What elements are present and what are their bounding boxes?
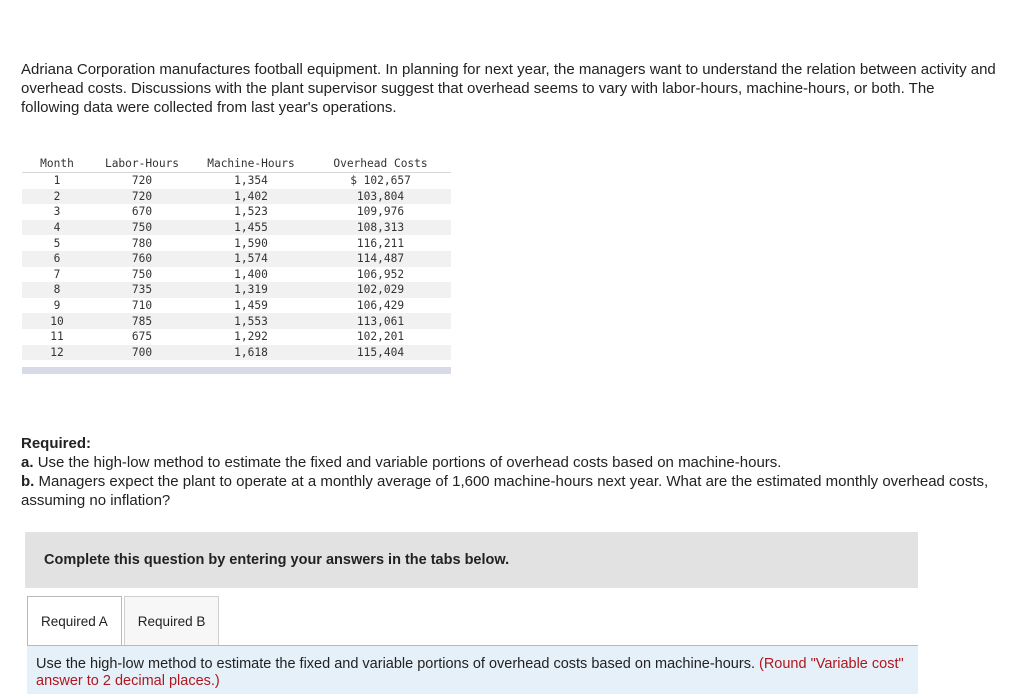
cell-labor-hours: 760 — [92, 251, 192, 267]
required-section — [21, 434, 996, 510]
cell-machine-hours: 1,455 — [192, 220, 310, 236]
table-row — [22, 235, 451, 251]
table-row — [22, 298, 451, 314]
table-row — [22, 267, 451, 283]
cell-machine-hours: 1,523 — [234, 205, 268, 219]
table-header-row — [22, 155, 451, 173]
cell-month: 5 — [53, 236, 61, 250]
answer-tabs — [27, 596, 221, 646]
cell-machine-hours: 1,292 — [234, 330, 268, 344]
required-a — [21, 453, 996, 472]
cell-machine-hours: 1,574 — [192, 251, 310, 267]
header-machine-hours: Machine-Hours — [192, 155, 310, 173]
cell-overhead-costs: 103,804 — [310, 189, 451, 205]
cell-machine-hours: 1,590 — [234, 236, 268, 250]
tab-panel-required-a — [27, 646, 918, 694]
cell-labor-hours: 670 — [131, 205, 153, 219]
tab-required-b-label: Required B — [137, 613, 206, 629]
cell-labor-hours: 720 — [131, 174, 153, 188]
cell-overhead-costs: 115,404 — [310, 345, 451, 361]
header-labor-hours: Labor-Hours — [92, 155, 192, 173]
instruction-banner — [25, 532, 918, 588]
cell-labor-hours: 780 — [131, 236, 153, 250]
cell-overhead-costs: 108,313 — [310, 220, 451, 236]
cell-overhead-costs: 116,211 — [356, 236, 405, 250]
required-b-label: b. — [21, 473, 35, 490]
cell-overhead-costs: 106,429 — [356, 299, 405, 313]
table-row — [22, 189, 451, 205]
cell-overhead-costs: 113,061 — [310, 313, 451, 329]
cell-machine-hours: 1,618 — [192, 345, 310, 361]
cell-month: 8 — [22, 282, 92, 298]
cell-month: 9 — [53, 299, 61, 313]
cell-machine-hours: 1,459 — [234, 299, 268, 313]
cell-overhead-costs: 109,976 — [356, 205, 405, 219]
cell-machine-hours: 1,400 — [234, 267, 268, 281]
instruction-text: Complete this question by entering your answers in the tabs below. — [44, 552, 510, 568]
required-a-label: a. — [21, 454, 34, 471]
table-row — [22, 204, 451, 220]
cell-labor-hours: 750 — [131, 267, 153, 281]
table-row — [22, 282, 451, 298]
header-month: Month — [22, 155, 92, 173]
cell-month: 7 — [53, 267, 61, 281]
table-row — [22, 329, 451, 345]
cell-month: 12 — [22, 345, 92, 361]
cell-overhead-costs: 102,029 — [310, 282, 451, 298]
problem-intro: Adriana Corporation manufactures football equipment. In planning for next year, the managers want to understand the relation between activity and overhead costs. Discussions with the plant supervisor suggest that overhead seems to vary with labor-hours, machine-hours, or both. The following data were collected from last year's operations. — [21, 61, 996, 116]
cell-overhead-costs: 114,487 — [310, 251, 451, 267]
cell-month: 11 — [50, 330, 64, 344]
header-overhead-costs: Overhead Costs — [310, 155, 451, 173]
cell-month: 1 — [53, 174, 61, 188]
panel-instruction-text: Use the high-low method to estimate the fixed and variable portions of overhead costs based on machine-hours. — [36, 656, 755, 672]
required-b — [21, 472, 996, 510]
cell-labor-hours: 700 — [92, 345, 192, 361]
panel-rounding-note: (Round "Variable cost" answer to 2 decimal places.) — [36, 656, 904, 689]
cell-month: 10 — [22, 313, 92, 329]
cell-labor-hours: 785 — [92, 313, 192, 329]
cell-labor-hours: 750 — [92, 220, 192, 236]
table-row — [22, 251, 451, 267]
cell-overhead-costs: $ 102,657 — [350, 174, 411, 188]
table-row — [22, 220, 451, 236]
required-heading: Required: — [21, 435, 92, 452]
cell-machine-hours: 1,319 — [192, 282, 310, 298]
cell-month: 4 — [22, 220, 92, 236]
tab-required-b[interactable] — [124, 596, 220, 646]
table-row — [22, 345, 451, 361]
tab-required-a-label: Required A — [41, 613, 108, 629]
cell-month: 6 — [22, 251, 92, 267]
cell-month: 2 — [22, 189, 92, 205]
cell-machine-hours: 1,553 — [192, 313, 310, 329]
table-body — [22, 173, 451, 361]
cell-labor-hours: 675 — [131, 330, 153, 344]
cell-month: 3 — [53, 205, 61, 219]
tab-required-a[interactable] — [27, 596, 122, 646]
required-b-text: Managers expect the plant to operate at a monthly average of 1,600 machine-hours next year. What are the estimated monthly overhead costs, assuming no inflation? — [21, 473, 989, 509]
cell-labor-hours: 735 — [92, 282, 192, 298]
cell-machine-hours: 1,354 — [234, 174, 268, 188]
required-a-text: Use the high-low method to estimate the fixed and variable portions of overhead costs based on machine-hours. — [37, 454, 782, 471]
cell-labor-hours: 710 — [131, 299, 153, 313]
cell-overhead-costs: 102,201 — [356, 330, 405, 344]
table-row — [22, 313, 451, 329]
cell-machine-hours: 1,402 — [192, 189, 310, 205]
table-footer-bar — [22, 367, 451, 374]
table-row — [22, 173, 451, 189]
cell-overhead-costs: 106,952 — [356, 267, 405, 281]
cell-labor-hours: 720 — [92, 189, 192, 205]
activity-data-table — [22, 155, 451, 360]
